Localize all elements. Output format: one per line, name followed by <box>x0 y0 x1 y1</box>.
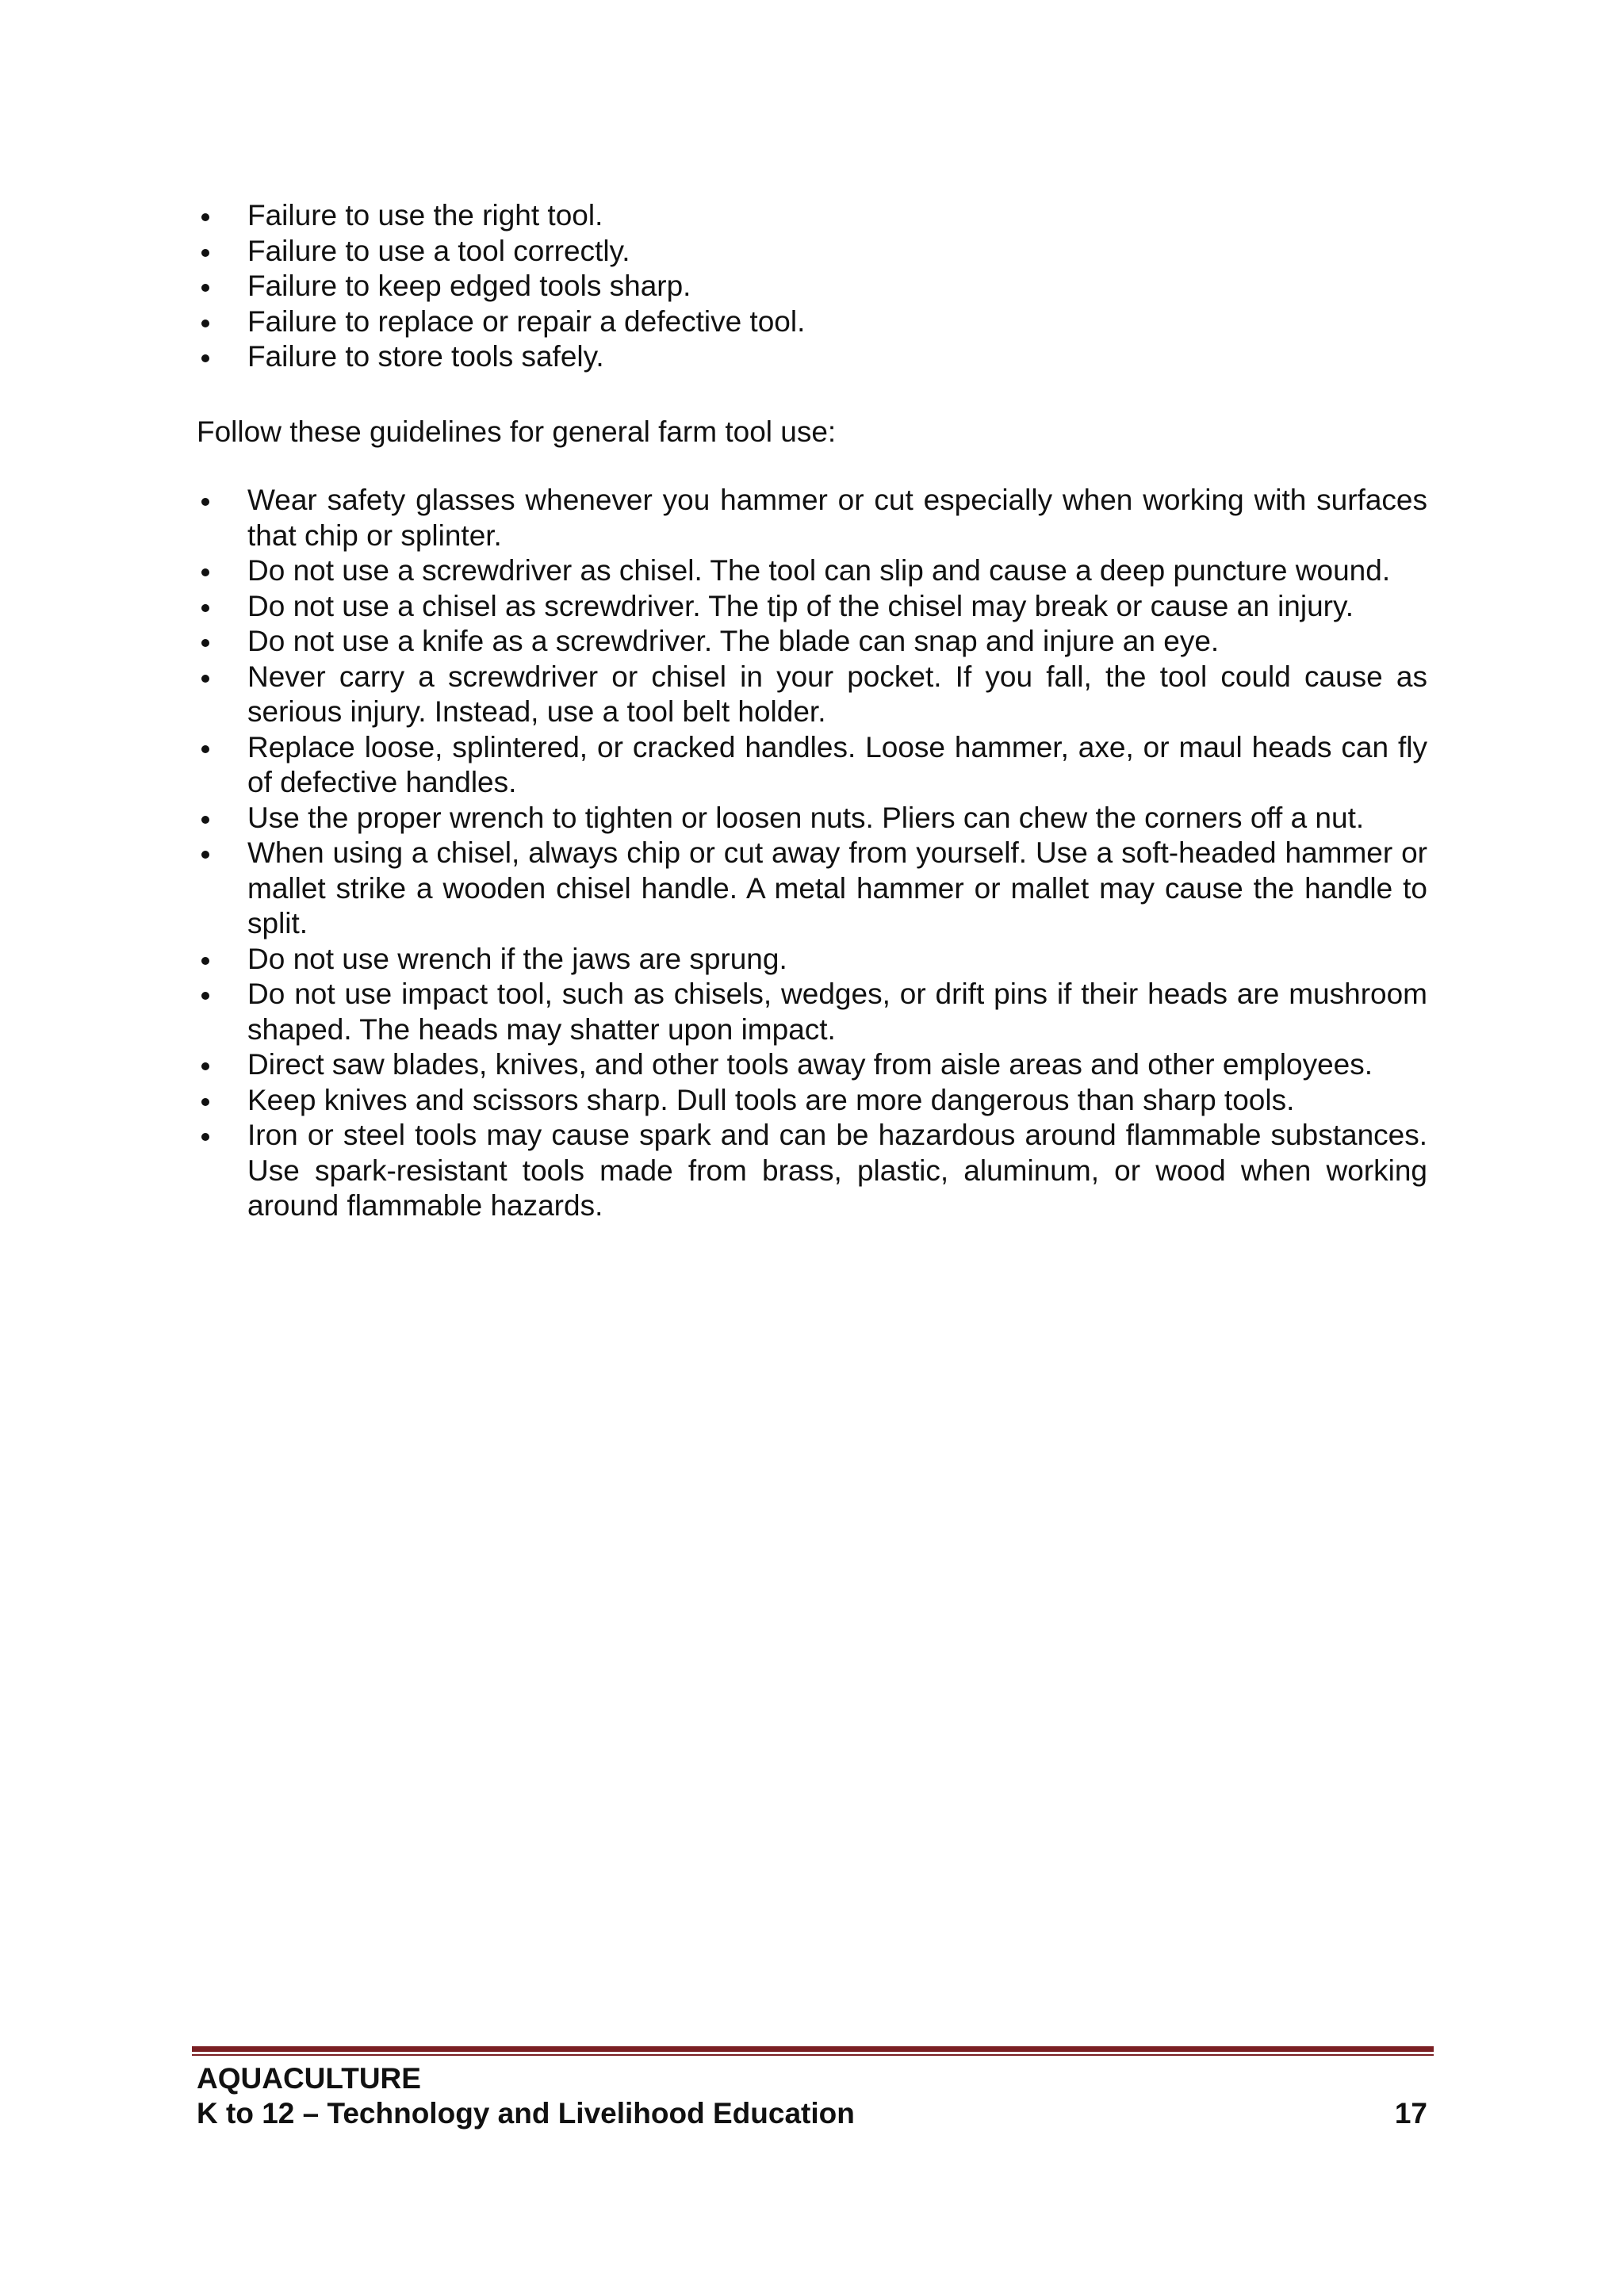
bullet-icon <box>201 992 209 1000</box>
list-item-text: Iron or steel tools may cause spark and can be hazardous around flammable substances. Use spark-resistant tools made from brass, plastic, aluminum, or wood when working around flammable hazards. <box>247 1119 1427 1222</box>
list-item <box>247 942 1427 978</box>
list-item <box>247 269 1427 304</box>
list-item <box>247 836 1427 942</box>
list-item <box>247 198 1427 234</box>
list-item-text: Failure to use the right tool. <box>247 199 603 232</box>
bullet-icon <box>201 816 209 824</box>
list-item-text: Failure to replace or repair a defective tool. <box>247 304 806 338</box>
bullet-icon <box>201 249 209 257</box>
bullet-icon <box>201 568 209 576</box>
list-item-text: Replace loose, splintered, or cracked handles. Loose hammer, axe, or maul heads can fly of defective handles. <box>247 730 1427 798</box>
list-item-text: Failure to keep edged tools sharp. <box>247 270 691 302</box>
page-number: 17 <box>1394 2097 1427 2130</box>
list-item <box>247 1083 1427 1119</box>
bullet-icon <box>201 1133 209 1141</box>
list-item <box>247 234 1427 270</box>
list-item-text: Do not use a knife as a screwdriver. The blade can snap and injure an eye. <box>247 625 1220 657</box>
list-item <box>247 553 1427 589</box>
list-item-text: When using a chisel, always chip or cut away from yourself. Use a soft-headed hammer or mallet strike a wooden chisel handle. A metal hammer or mallet may cause the handle to split. <box>247 836 1427 939</box>
list-item-text: Do not use a chisel as screwdriver. The tip of the chisel may break or cause an injury. <box>247 589 1354 622</box>
list-item-text: Failure to store tools safely. <box>247 340 604 373</box>
list-item-text: Do not use wrench if the jaws are sprung. <box>247 942 787 975</box>
failure-causes-list <box>247 198 1427 375</box>
bullet-icon <box>201 675 209 683</box>
list-item <box>247 339 1427 375</box>
list-item <box>247 801 1427 836</box>
list-item <box>247 1118 1427 1224</box>
footer-divider-thin <box>192 2054 1434 2056</box>
list-item-text: Failure to use a tool correctly. <box>247 234 630 267</box>
list-item-text: Keep knives and scissors sharp. Dull tools are more dangerous than sharp tools. <box>247 1083 1295 1116</box>
bullet-icon <box>201 284 209 292</box>
list-item-text: Wear safety glasses whenever you hammer or cut especially when working with surfaces that chip or splinter. <box>247 484 1427 552</box>
list-item <box>247 1047 1427 1083</box>
list-item <box>247 624 1427 660</box>
list-item-text: Use the proper wrench to tighten or loosen nuts. Pliers can chew the corners off a nut. <box>247 801 1365 834</box>
list-item <box>247 977 1427 1047</box>
bullet-icon <box>201 745 209 753</box>
bullet-icon <box>201 851 209 859</box>
bullet-icon <box>201 213 209 221</box>
list-item <box>247 483 1427 553</box>
bullet-icon <box>201 498 209 506</box>
bullet-icon <box>201 1062 209 1070</box>
list-item-text: Do not use a screwdriver as chisel. The tool can slip and cause a deep puncture wound. <box>247 554 1391 587</box>
bullet-icon <box>201 639 209 647</box>
footer-subtitle: K to 12 – Technology and Livelihood Education <box>197 2097 855 2130</box>
list-item <box>247 660 1427 730</box>
bullet-icon <box>201 1098 209 1106</box>
bullet-icon <box>201 354 209 362</box>
list-item-text: Do not use impact tool, such as chisels, wedges, or drift pins if their heads are mushroom shaped. The heads may shatter upon impact. <box>247 978 1427 1046</box>
list-item-text: Direct saw blades, knives, and other tools away from aisle areas and other employees. <box>247 1048 1373 1081</box>
footer-divider <box>192 2046 1434 2052</box>
list-item <box>247 304 1427 340</box>
list-item <box>247 730 1427 801</box>
list-item-text: Never carry a screwdriver or chisel in your pocket. If you fall, the tool could cause as serious injury. Instead, use a tool belt holder. <box>247 660 1427 728</box>
bullet-icon <box>201 957 209 965</box>
guidelines-intro: Follow these guidelines for general farm tool use: <box>197 415 837 448</box>
list-item <box>247 589 1427 625</box>
bullet-icon <box>201 604 209 612</box>
bullet-icon <box>201 320 209 327</box>
footer-title: AQUACULTURE <box>197 2062 421 2095</box>
guidelines-list <box>247 483 1427 1224</box>
